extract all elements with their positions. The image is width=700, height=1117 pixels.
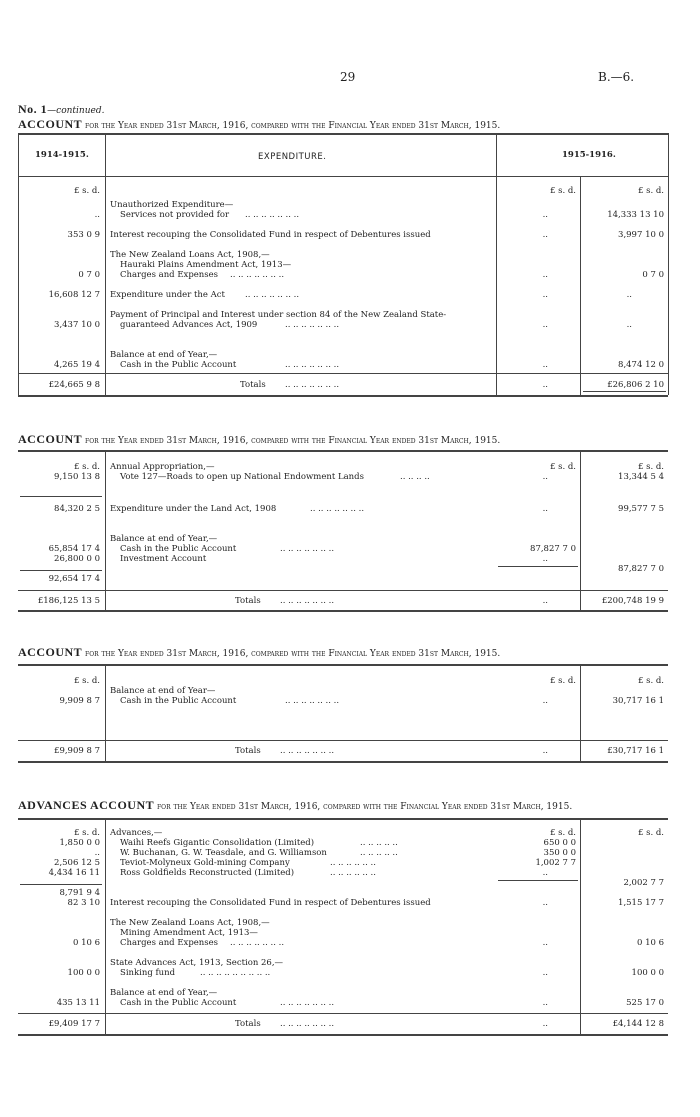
s2-col-head-c1: £ s. d.: [549, 462, 576, 472]
s3-col-head-c2: £ s. d.: [637, 676, 664, 686]
s3-caption-text: for the Year ended 31st March, 1916, compared with the Financial Year ended 31st March, 1915.: [85, 649, 501, 659]
s2-row1-1914: 9,150 13 8: [54, 472, 100, 482]
s2-totals-1914: £186,125 13 5: [37, 596, 100, 606]
s4-adv3-label: Teviot-Molyneux Gold-mining Company: [120, 858, 290, 868]
continued-label: —continued.: [47, 106, 105, 116]
s2-caption-title: ACCOUNT: [18, 432, 83, 446]
page-number: 29: [340, 70, 356, 84]
s4-adv2-c1: 350 0 0: [543, 848, 576, 858]
s1-totals-label: Totals: [240, 380, 266, 390]
s1-row6-c2: 8,474 12 0: [618, 360, 664, 370]
s1-row4-c1: ..: [542, 290, 548, 300]
s4-row2-c1: ..: [542, 898, 548, 908]
s2-row3-1914b: 26,800 0 0: [54, 554, 100, 564]
s3-caption-title: ACCOUNT: [18, 645, 83, 659]
s2-row2-1914: 84,320 2 5: [54, 504, 100, 514]
s4-col-head-c2: £ s. d.: [637, 828, 664, 838]
s4-adv1-1914: 1,850 0 0: [59, 838, 100, 848]
s4-row4-sub: Sinking fund: [120, 968, 176, 978]
s3-row1-c1: ..: [542, 696, 548, 706]
s2-row1-c2: 13,344 5 4: [618, 472, 664, 482]
s1-header-expenditure: EXPENDITURE.: [258, 152, 327, 162]
s1-row6-label: Balance at end of Year,—: [110, 350, 218, 360]
s4-row3-c2: 0 10 6: [636, 938, 664, 948]
s4-adv3-1914: 2,506 12 5: [54, 858, 100, 868]
s1-totals-c2: £26,806 2 10: [607, 380, 664, 390]
s4-adv1-c1: 650 0 0: [543, 838, 576, 848]
s2-totals-leader: .. .. .. .. .. .. ..: [280, 596, 335, 606]
s4-adv3-c1: 1,002 7 7: [535, 858, 576, 868]
s4-adv2-label: W. Buchanan, G. W. Teasdale, and G. Williamson: [120, 848, 327, 858]
s1-row1-label: Unauthorized Expenditure—: [110, 200, 234, 210]
s4-row4-c1: ..: [542, 968, 548, 978]
section-heading: [18, 102, 104, 117]
s4-col-head-left: £ s. d.: [73, 828, 100, 838]
s1-row1-sub: Services not provided for: [120, 210, 230, 220]
s4-row3-sub: Mining Amendment Act, 1913—: [120, 928, 258, 938]
s1-row5-label: Payment of Principal and Interest under section 84 of the New Zealand State-: [110, 310, 447, 320]
s1-row6-c1: ..: [542, 360, 548, 370]
s1-row1-c1: ..: [542, 210, 548, 220]
s1-row3-c2: 0 7 0: [642, 270, 664, 280]
s1-row5-sub: guaranteed Advances Act, 1909: [120, 320, 258, 330]
s1-row5-leader: .. .. .. .. .. .. ..: [285, 320, 340, 330]
s2-row3-sub2: Investment Account: [120, 554, 207, 564]
s3-totals-label: Totals: [235, 746, 261, 756]
s4-row5-c1: ..: [542, 998, 548, 1008]
s4-row4-leader: .. .. .. .. .. .. .. .. ..: [200, 968, 271, 978]
s1-row3-c1: ..: [542, 270, 548, 280]
s2-row1-sub: Vote 127—Roads to open up National Endowment Lands: [120, 472, 364, 482]
s2-totals-label: Totals: [235, 596, 261, 606]
s4-caption-title: ADVANCES ACCOUNT: [18, 798, 155, 812]
s2-row2-c2: 99,577 7 5: [618, 504, 664, 514]
s3-totals-1914: £9,909 8 7: [54, 746, 100, 756]
s2-row2-c1: ..: [542, 504, 548, 514]
s3-row1-c2: 30,717 16 1: [612, 696, 664, 706]
s2-row3-c1b: ..: [542, 554, 548, 564]
s4-row4-label: State Advances Act, 1913, Section 26,—: [110, 958, 284, 968]
s1-row6-leader: .. .. .. .. .. .. ..: [285, 360, 340, 370]
s2-row3-label: Balance at end of Year,—: [110, 534, 218, 544]
s1-caption-text: for the Year ended 31st March, 1916, compared with the Financial Year ended 31st March, 1915.: [85, 121, 501, 131]
s3-col-head-left: £ s. d.: [73, 676, 100, 686]
s1-row2-1914: 353 0 9: [67, 230, 100, 240]
s1-row5-1914: 3,437 10 0: [54, 320, 100, 330]
s1-totals-c1: ..: [542, 380, 548, 390]
s1-row2-c2: 3,997 10 0: [618, 230, 664, 240]
s3-row1-leader: .. .. .. .. .. .. ..: [285, 696, 340, 706]
s4-row4-1914: 100 0 0: [67, 968, 100, 978]
s4-adv3-leader: .. .. .. .. .. ..: [330, 858, 376, 868]
page-reference: B.—6.: [598, 70, 635, 84]
s3-totals-c1: ..: [542, 746, 548, 756]
s4-row2-1914: 82 3 10: [67, 898, 100, 908]
s4-adv4-leader: .. .. .. .. .. ..: [330, 868, 376, 878]
s4-totals-leader: .. .. .. .. .. .. ..: [280, 1019, 335, 1029]
s2-col-head-c2: £ s. d.: [637, 462, 664, 472]
s4-row3-leader: .. .. .. .. .. .. ..: [230, 938, 285, 948]
s4-adv2-leader: .. .. .. .. ..: [360, 848, 398, 858]
s1-row3-1914: 0 7 0: [78, 270, 100, 280]
s2-row3-c1: 87,827 7 0: [530, 544, 576, 554]
s3-col-head-c1: £ s. d.: [549, 676, 576, 686]
s4-adv2-1914: ..: [94, 848, 100, 858]
s3-totals-leader: .. .. .. .. .. .. ..: [280, 746, 335, 756]
s4-col-head-c1: £ s. d.: [549, 828, 576, 838]
s1-row3-sub: Hauraki Plains Amendment Act, 1913—: [120, 260, 292, 270]
s2-totals-c2: £200,748 19 9: [601, 596, 664, 606]
s4-row5-1914: 435 13 11: [56, 998, 100, 1008]
s4-totals-label: Totals: [235, 1019, 261, 1029]
s4-row2-label: Interest recouping the Consolidated Fund in respect of Debentures issued: [110, 898, 431, 908]
s2-caption-text: for the Year ended 31st March, 1916, compared with the Financial Year ended 31st March, 1915.: [85, 436, 501, 446]
s4-row3-label: The New Zealand Loans Act, 1908,—: [110, 918, 270, 928]
s4-adv1-label: Waihi Reefs Gigantic Consolidation (Limited): [120, 838, 315, 848]
s2-row1-leader: .. .. .. ..: [400, 472, 430, 482]
s2-row3-1914a: 65,854 17 4: [48, 544, 100, 554]
s4-row5-sub: Cash in the Public Account: [120, 998, 237, 1008]
s1-header-1914: 1914-1915.: [35, 150, 89, 160]
s4-row2-c2: 1,515 17 7: [618, 898, 664, 908]
s4-caption-text: for the Year ended 31st March, 1916, compared with the Financial Year ended 31st March, 1915.: [157, 802, 573, 812]
s1-row1-leader: .. .. .. .. .. .. ..: [245, 210, 300, 220]
s4-totals-1914: £9,409 17 7: [48, 1019, 100, 1029]
s1-totals-1914: £24,665 9 8: [48, 380, 100, 390]
s3-row1-sub: Cash in the Public Account: [120, 696, 237, 706]
s4-adv1-leader: .. .. .. .. ..: [360, 838, 398, 848]
s3-row1-1914: 9,909 8 7: [59, 696, 100, 706]
s1-row3-label: The New Zealand Loans Act, 1908,—: [110, 250, 270, 260]
s2-row3-sub: Cash in the Public Account: [120, 544, 237, 554]
s4-adv-label: Advances,—: [110, 828, 163, 838]
s2-totals-c1: ..: [542, 596, 548, 606]
s1-row1-c2: 14,333 13 10: [607, 210, 664, 220]
s1-row4-c2: ..: [626, 290, 632, 300]
s4-row5-leader: .. .. .. .. .. .. ..: [280, 998, 335, 1008]
s1-caption-title: ACCOUNT: [18, 117, 83, 131]
s4-row3-sub2: Charges and Expenses: [120, 938, 219, 948]
s4-adv4-label: Ross Goldfields Reconstructed (Limited): [120, 868, 295, 878]
s1-row1-1914: ..: [94, 210, 100, 220]
s1-col-head-left: £ s. d.: [73, 186, 100, 196]
s3-row1-label: Balance at end of Year—: [110, 686, 216, 696]
s2-row4-1914: 92,654 17 4: [48, 574, 100, 584]
s1-row5-c1: ..: [542, 320, 548, 330]
s1-col-head-c1: £ s. d.: [549, 186, 576, 196]
s1-caption: [18, 117, 500, 132]
s2-row2-label: Expenditure under the Land Act, 1908: [110, 504, 277, 514]
s1-row4-leader: .. .. .. .. .. .. ..: [245, 290, 300, 300]
s1-row4-1914: 16,608 12 7: [48, 290, 100, 300]
s1-row4-label: Expenditure under the Act: [110, 290, 225, 300]
s4-row5-label: Balance at end of Year,—: [110, 988, 218, 998]
s2-row1-c1: ..: [542, 472, 548, 482]
s2-row3-leader: .. .. .. .. .. .. ..: [280, 544, 335, 554]
s1-row3-leader: .. .. .. .. .. .. ..: [230, 270, 285, 280]
s1-row2-label: Interest recouping the Consolidated Fund in respect of Debentures issued: [110, 230, 431, 240]
s1-totals-leader: .. .. .. .. .. .. ..: [285, 380, 340, 390]
s4-row5-c2: 525 17 0: [626, 998, 664, 1008]
s2-col-head-left: £ s. d.: [73, 462, 100, 472]
s2-row1-label: Annual Appropriation,—: [110, 462, 215, 472]
s3-totals-c2: £30,717 16 1: [607, 746, 664, 756]
s4-adv4-1914: 4,434 16 11: [48, 868, 100, 878]
s4-totals-c2: £4,144 12 8: [612, 1019, 664, 1029]
s4-row3-1914: 0 10 6: [72, 938, 100, 948]
s1-header-1915: 1915-1916.: [562, 150, 616, 160]
s4-row4-c2: 100 0 0: [631, 968, 664, 978]
s2-caption: [18, 432, 500, 447]
s4-caption: [18, 798, 572, 813]
s1-row5-c2: ..: [626, 320, 632, 330]
s1-col-head-c2: £ s. d.: [637, 186, 664, 196]
s1-row3-sub2: Charges and Expenses: [120, 270, 219, 280]
s2-row3-c2: 87,827 7 0: [618, 564, 664, 574]
s1-row6-1914: 4,265 19 4: [54, 360, 100, 370]
s3-caption: [18, 645, 500, 660]
s4-row1-1914: 8,791 9 4: [59, 888, 100, 898]
s4-row3-c1: ..: [542, 938, 548, 948]
s4-totals-c1: ..: [542, 1019, 548, 1029]
s4-adv4-c1: ..: [542, 868, 548, 878]
s1-row2-c1: ..: [542, 230, 548, 240]
s4-row1-c2: 2,002 7 7: [623, 878, 664, 888]
s1-row6-sub: Cash in the Public Account: [120, 360, 237, 370]
s2-row2-leader: .. .. .. .. .. .. ..: [310, 504, 365, 514]
section-number: No. 1: [18, 102, 48, 116]
